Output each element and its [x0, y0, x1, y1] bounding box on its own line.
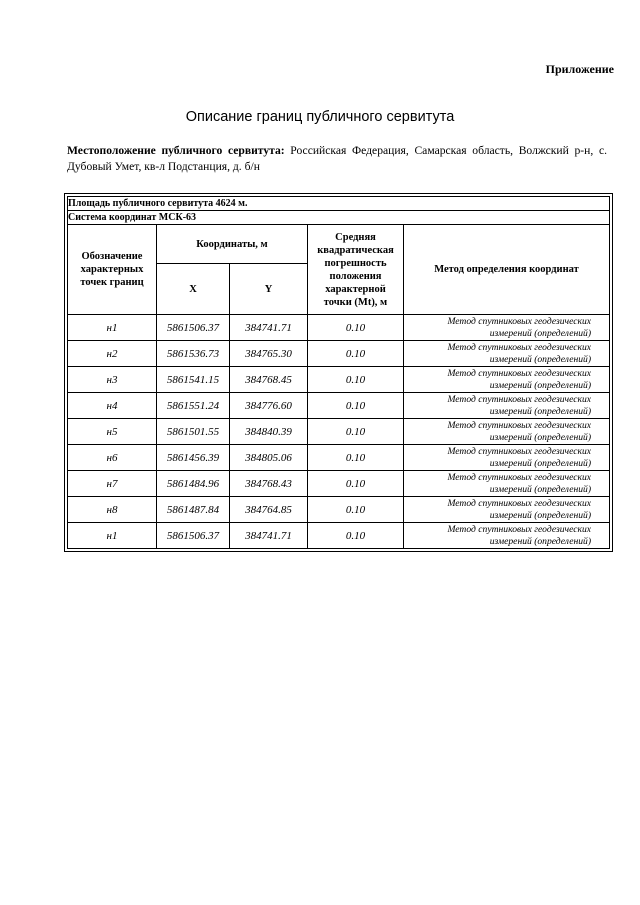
- coordinates-table: [67, 196, 610, 549]
- y-cell: 384741.71: [230, 315, 308, 341]
- method-line-1: Метод спутниковых геодезических: [447, 419, 592, 431]
- y-cell: 384768.43: [230, 471, 308, 497]
- point-cell: н3: [68, 367, 157, 393]
- table-row: [68, 419, 610, 445]
- method-cell: [404, 393, 610, 419]
- x-cell: 5861536.73: [157, 341, 230, 367]
- x-cell: 5861506.37: [157, 315, 230, 341]
- error-cell: 0.10: [308, 367, 404, 393]
- table-row: [68, 445, 610, 471]
- error-cell: 0.10: [308, 445, 404, 471]
- y-cell: 384805.06: [230, 445, 308, 471]
- document-title: Описание границ публичного сервитута: [185, 109, 455, 125]
- point-cell: н8: [68, 497, 157, 523]
- point-cell: н1: [68, 523, 157, 549]
- location-label: Местоположение публичного сервитута:: [67, 144, 285, 157]
- method-line-1: Метод спутниковых геодезических: [447, 497, 592, 509]
- method-line-2: измерений (определений): [489, 405, 592, 417]
- method-line-1: Метод спутниковых геодезических: [447, 393, 592, 405]
- method-cell: [404, 523, 610, 549]
- header-row-1: [68, 225, 610, 264]
- location-paragraph: [67, 143, 607, 175]
- table-row: [68, 315, 610, 341]
- y-cell: 384741.71: [230, 523, 308, 549]
- system-cell: Система координат МСК-63: [68, 211, 610, 225]
- point-cell: н2: [68, 341, 157, 367]
- x-cell: 5861541.15: [157, 367, 230, 393]
- method-cell: [404, 471, 610, 497]
- method-line-1: Метод спутниковых геодезических: [447, 471, 592, 483]
- x-cell: 5861484.96: [157, 471, 230, 497]
- method-line-1: Метод спутниковых геодезических: [447, 445, 592, 457]
- method-cell: [404, 497, 610, 523]
- method-line-1: Метод спутниковых геодезических: [447, 367, 592, 379]
- location-value: Российская Федерация, Самарская область, Волжский р-н, с. Дубовый Умет, кв-л Подстанция, д. б/н: [67, 144, 607, 173]
- method-line-1: Метод спутниковых геодезических: [447, 315, 592, 327]
- error-cell: 0.10: [308, 497, 404, 523]
- header-x: X: [157, 264, 230, 315]
- x-cell: 5861456.39: [157, 445, 230, 471]
- method-line-2: измерений (определений): [489, 483, 592, 495]
- y-cell: 384768.45: [230, 367, 308, 393]
- error-cell: 0.10: [308, 393, 404, 419]
- method-line-2: измерений (определений): [489, 431, 592, 443]
- x-cell: 5861506.37: [157, 523, 230, 549]
- method-line-2: измерений (определений): [489, 535, 592, 547]
- x-cell: 5861551.24: [157, 393, 230, 419]
- y-cell: 384764.85: [230, 497, 308, 523]
- error-cell: 0.10: [308, 471, 404, 497]
- header-coords: Координаты, м: [157, 225, 308, 264]
- method-line-2: измерений (определений): [489, 379, 592, 391]
- point-cell: н7: [68, 471, 157, 497]
- area-cell: Площадь публичного сервитута 4624 м.: [68, 197, 610, 211]
- method-cell: [404, 367, 610, 393]
- coordinates-table-body: [68, 197, 610, 549]
- table-row: [68, 523, 610, 549]
- point-cell: н4: [68, 393, 157, 419]
- area-row: [68, 197, 610, 211]
- table-row: [68, 341, 610, 367]
- method-line-1: Метод спутниковых геодезических: [447, 341, 592, 353]
- error-cell: 0.10: [308, 315, 404, 341]
- header-y: Y: [230, 264, 308, 315]
- y-cell: 384776.60: [230, 393, 308, 419]
- x-cell: 5861487.84: [157, 497, 230, 523]
- method-line-2: измерений (определений): [489, 353, 592, 365]
- system-row: [68, 211, 610, 225]
- point-cell: н6: [68, 445, 157, 471]
- method-cell: [404, 341, 610, 367]
- table-row: [68, 497, 610, 523]
- point-cell: н5: [68, 419, 157, 445]
- header-method: Метод определения координат: [404, 225, 610, 315]
- error-cell: 0.10: [308, 523, 404, 549]
- method-line-1: Метод спутниковых геодезических: [447, 523, 592, 535]
- y-cell: 384765.30: [230, 341, 308, 367]
- header-error: Средняя квадратическая погрешность положения характерной точки (Мt), м: [308, 225, 404, 315]
- error-cell: 0.10: [308, 341, 404, 367]
- y-cell: 384840.39: [230, 419, 308, 445]
- table-row: [68, 367, 610, 393]
- method-cell: [404, 315, 610, 341]
- method-line-2: измерений (определений): [489, 509, 592, 521]
- method-line-2: измерений (определений): [489, 457, 592, 469]
- table-row: [68, 393, 610, 419]
- header-point: Обозначение характерных точек границ: [68, 225, 157, 315]
- method-cell: [404, 445, 610, 471]
- table-row: [68, 471, 610, 497]
- x-cell: 5861501.55: [157, 419, 230, 445]
- point-cell: н1: [68, 315, 157, 341]
- method-line-2: измерений (определений): [489, 327, 592, 339]
- error-cell: 0.10: [308, 419, 404, 445]
- appendix-label: Приложение: [545, 62, 614, 76]
- method-cell: [404, 419, 610, 445]
